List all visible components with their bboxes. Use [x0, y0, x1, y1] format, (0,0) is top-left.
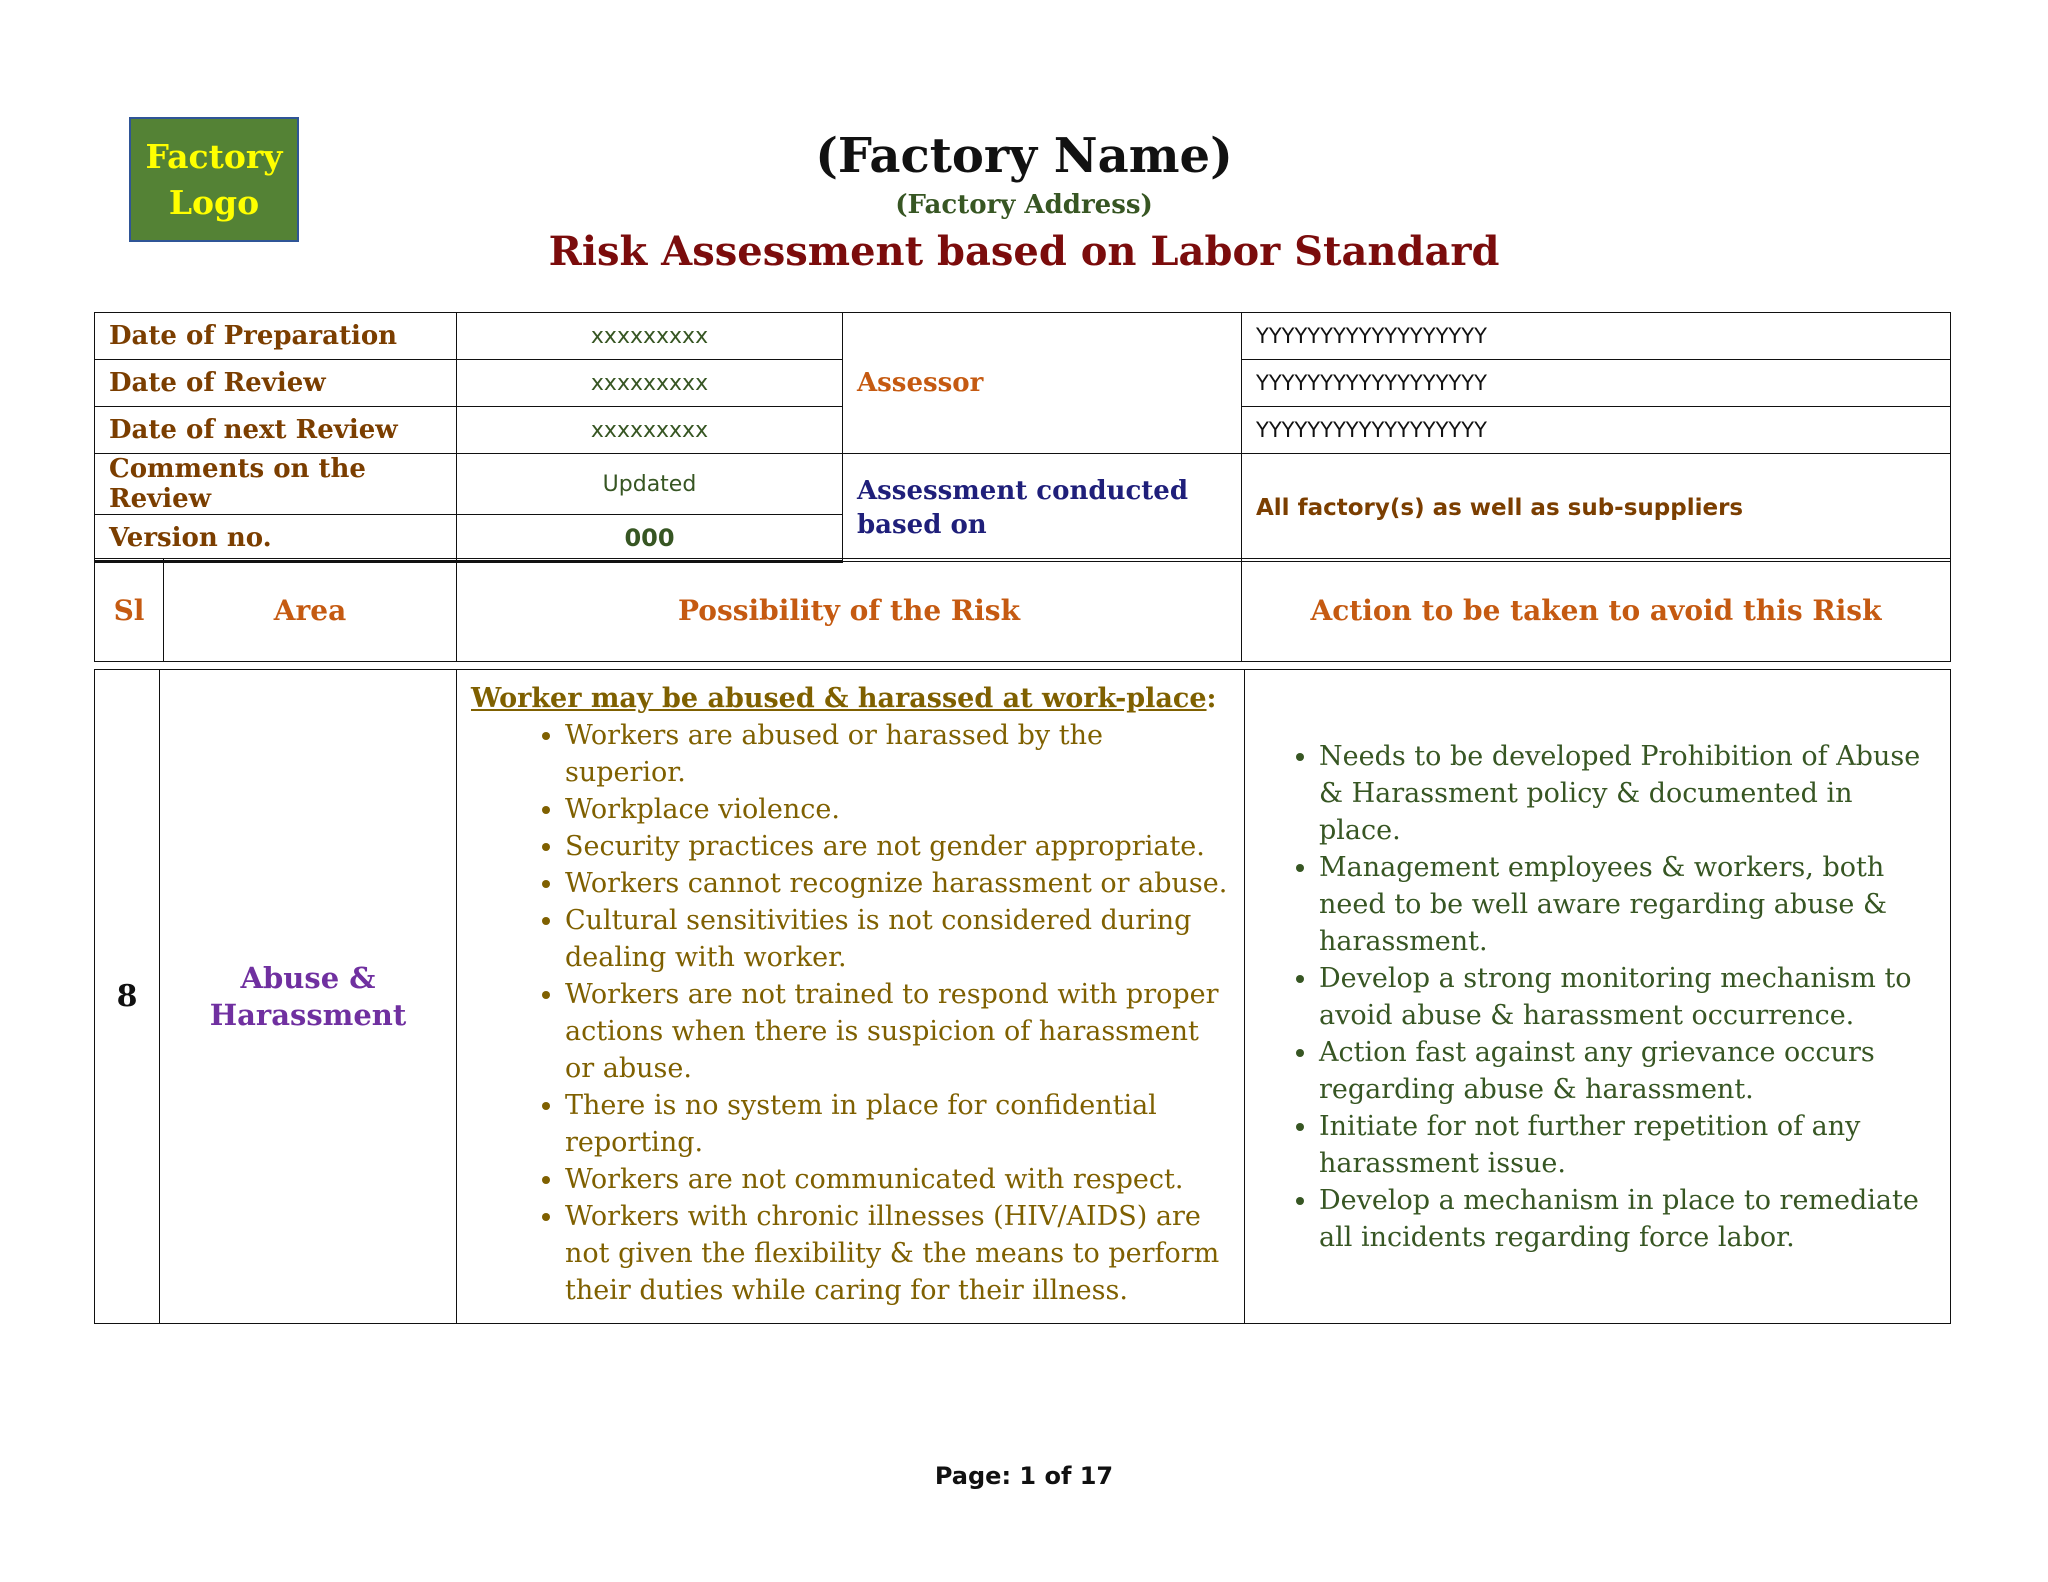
- date-review-label: Date of Review: [95, 360, 457, 407]
- row-area: [160, 670, 457, 1324]
- list-item: • Workers are abused or harassed by the superior.: [565, 717, 1230, 791]
- list-item: • Workers are not communicated with respect.: [565, 1161, 1230, 1198]
- document-title: Risk Assessment based on Labor Standard: [548, 228, 1500, 275]
- risk-table: [94, 669, 1951, 1324]
- risk-list: [471, 717, 1230, 1309]
- factory-name: (Factory Name): [815, 128, 1233, 184]
- conducted-label: Assessment conducted based on: [843, 454, 1242, 562]
- list-item: • Needs to be developed Prohibition of Abuse & Harassment policy & documented in place.: [1319, 738, 1936, 849]
- date-prep-label: Date of Preparation: [95, 313, 457, 360]
- page-number: Page: 1 of 17: [934, 1462, 1114, 1490]
- list-item: • Develop a mechanism in place to remediate all incidents regarding force labor.: [1319, 1182, 1936, 1256]
- date-review-value: xxxxxxxxx: [457, 360, 843, 407]
- logo-line-1: Factory: [145, 136, 283, 176]
- list-item: • Action fast against any grievance occurs regarding abuse & harassment.: [1319, 1034, 1936, 1108]
- row-actions: [1245, 670, 1951, 1324]
- date-prep-value: xxxxxxxxx: [457, 313, 843, 360]
- list-item: • Workers are not trained to respond with proper actions when there is suspicion of harassment or abuse.: [565, 976, 1230, 1087]
- assessor-2: YYYYYYYYYYYYYYYYYY: [1242, 360, 1951, 407]
- table-row: [95, 670, 1951, 1324]
- assessor-3: YYYYYYYYYYYYYYYYYY: [1242, 407, 1951, 454]
- assessor-1: YYYYYYYYYYYYYYYYYY: [1242, 313, 1951, 360]
- version-value: 000: [457, 515, 843, 562]
- list-item: • Workplace violence.: [565, 791, 1230, 828]
- row-area-text: Abuse & Harassment: [209, 960, 407, 1032]
- action-list: [1259, 738, 1936, 1256]
- factory-address: (Factory Address): [895, 190, 1153, 220]
- row-sl: 8: [95, 670, 160, 1324]
- col-sl: Sl: [95, 559, 164, 662]
- date-next-label: Date of next Review: [95, 407, 457, 454]
- col-risk: Possibility of the Risk: [457, 559, 1242, 662]
- list-item: • Workers with chronic illnesses (HIV/AIDS) are not given the flexibility & the means to perform their duties while caring for their illness.: [565, 1198, 1230, 1309]
- list-item: • Develop a strong monitoring mechanism to avoid abuse & harassment occurrence.: [1319, 960, 1936, 1034]
- version-label: Version no.: [95, 515, 457, 562]
- col-area: Area: [164, 559, 457, 662]
- list-item: • Workers cannot recognize harassment or abuse.: [565, 865, 1230, 902]
- list-item: • Initiate for not further repetition of any harassment issue.: [1319, 1108, 1936, 1182]
- logo-line-2: Logo: [168, 182, 260, 222]
- list-item: • Cultural sensitivities is not considered during dealing with worker.: [565, 902, 1230, 976]
- date-next-value: xxxxxxxxx: [457, 407, 843, 454]
- risk-heading-line: [471, 680, 1230, 717]
- col-action: Action to be taken to avoid this Risk: [1242, 559, 1951, 662]
- list-item: • Security practices are not gender appropriate.: [565, 828, 1230, 865]
- conducted-value: All factory(s) as well as sub-suppliers: [1242, 454, 1951, 562]
- risk-heading-colon: :: [1206, 683, 1217, 714]
- comments-value: Updated: [457, 454, 843, 515]
- row-risks: [457, 670, 1245, 1324]
- column-header-table: [94, 558, 1951, 662]
- assessor-label: Assessor: [843, 313, 1242, 454]
- list-item: • There is no system in place for confidential reporting.: [565, 1087, 1230, 1161]
- list-item: • Management employees & workers, both need to be well aware regarding abuse & harassment.: [1319, 849, 1936, 960]
- info-table: [94, 312, 1951, 563]
- risk-heading: Worker may be abused & harassed at work-place: [471, 683, 1207, 714]
- comments-label: Comments on the Review: [95, 454, 457, 515]
